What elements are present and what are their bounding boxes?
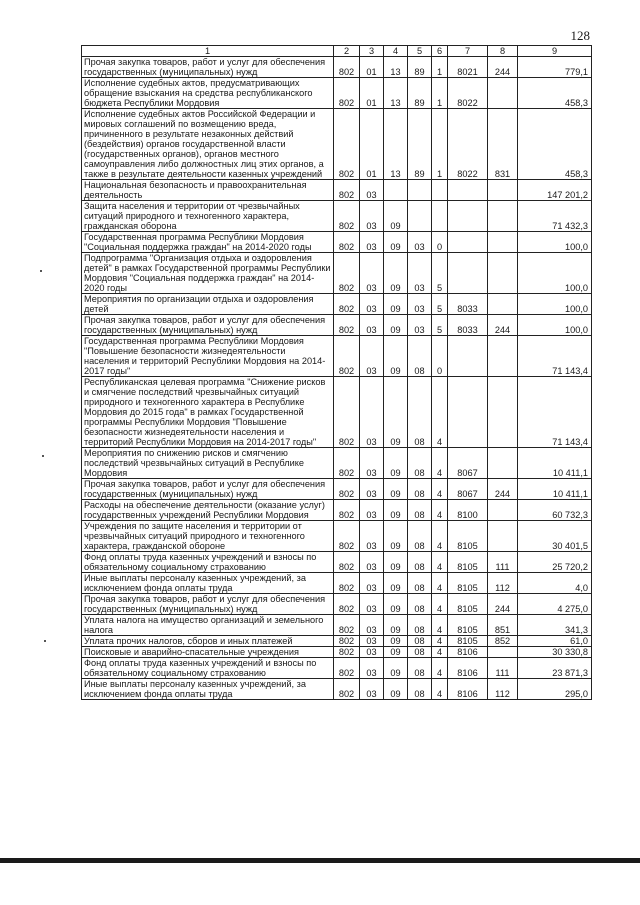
expense-name: Поисковые и аварийно-спасательные учреждения [82, 647, 334, 658]
table-body [82, 57, 592, 700]
subprogram-code [432, 201, 448, 232]
ministry-code: 802 [334, 377, 360, 448]
expense-name: Исполнение судебных актов, предусматривающих обращение взыскания на средства республиканского бюджета Республики Мордовия [82, 78, 334, 109]
target-article-code: 8105 [448, 615, 488, 636]
program-code: 08 [408, 679, 432, 700]
target-article-code [448, 232, 488, 253]
target-article-code: 8106 [448, 658, 488, 679]
subsection-code: 09 [384, 679, 408, 700]
section-code: 03 [360, 448, 384, 479]
expense-type-code [488, 377, 518, 448]
ministry-code: 802 [334, 448, 360, 479]
target-article-code [448, 336, 488, 377]
expense-type-code [488, 180, 518, 201]
expense-name: Защита населения и территории от чрезвычайных ситуаций природного и техногенного характера, гражданская оборона [82, 201, 334, 232]
target-article-code: 8105 [448, 552, 488, 573]
section-code: 03 [360, 479, 384, 500]
table-row [82, 109, 592, 180]
table-row [82, 294, 592, 315]
table-row [82, 615, 592, 636]
table-row [82, 658, 592, 679]
subprogram-code: 5 [432, 253, 448, 294]
amount-value: 4,0 [518, 573, 592, 594]
expense-name: Прочая закупка товаров, работ и услуг для обеспечения государственных (муниципальных) нужд [82, 479, 334, 500]
amount-value: 295,0 [518, 679, 592, 700]
subsection-code [384, 180, 408, 201]
subprogram-code: 1 [432, 57, 448, 78]
table-row [82, 500, 592, 521]
ministry-code: 802 [334, 180, 360, 201]
subsection-code: 13 [384, 109, 408, 180]
table-row [82, 573, 592, 594]
subsection-code: 09 [384, 647, 408, 658]
program-code: 08 [408, 573, 432, 594]
amount-value: 23 871,3 [518, 658, 592, 679]
subprogram-code: 4 [432, 377, 448, 448]
target-article-code: 8106 [448, 647, 488, 658]
amount-value: 60 732,3 [518, 500, 592, 521]
subprogram-code: 4 [432, 636, 448, 647]
expense-name: Национальная безопасность и правоохранительная деятельность [82, 180, 334, 201]
program-code: 03 [408, 294, 432, 315]
subprogram-code: 4 [432, 500, 448, 521]
target-article-code: 8105 [448, 573, 488, 594]
ministry-code: 802 [334, 109, 360, 180]
expense-type-code: 244 [488, 479, 518, 500]
section-code: 03 [360, 594, 384, 615]
program-code: 89 [408, 78, 432, 109]
subprogram-code: 0 [432, 336, 448, 377]
target-article-code: 8105 [448, 594, 488, 615]
header-cell: 2 [334, 46, 360, 57]
amount-value: 25 720,2 [518, 552, 592, 573]
subsection-code: 13 [384, 57, 408, 78]
ministry-code: 802 [334, 294, 360, 315]
subsection-code: 09 [384, 448, 408, 479]
scan-speck [44, 640, 46, 642]
ministry-code: 802 [334, 336, 360, 377]
subprogram-code: 4 [432, 658, 448, 679]
scan-speck [40, 270, 42, 272]
target-article-code: 8105 [448, 521, 488, 552]
subprogram-code: 4 [432, 552, 448, 573]
header-cell: 9 [518, 46, 592, 57]
subsection-code: 09 [384, 615, 408, 636]
section-code: 03 [360, 232, 384, 253]
ministry-code: 802 [334, 521, 360, 552]
subprogram-code: 4 [432, 615, 448, 636]
subprogram-code: 4 [432, 679, 448, 700]
section-code: 03 [360, 500, 384, 521]
program-code: 08 [408, 377, 432, 448]
program-code [408, 201, 432, 232]
expense-type-code: 831 [488, 109, 518, 180]
expense-type-code [488, 78, 518, 109]
section-code: 01 [360, 78, 384, 109]
expense-name: Фонд оплаты труда казенных учреждений и взносы по обязательному социальному страхованию [82, 658, 334, 679]
ministry-code: 802 [334, 615, 360, 636]
table-row [82, 679, 592, 700]
table-row [82, 479, 592, 500]
subprogram-code: 1 [432, 78, 448, 109]
subprogram-code [432, 180, 448, 201]
subsection-code: 09 [384, 573, 408, 594]
table-row [82, 336, 592, 377]
section-code: 01 [360, 57, 384, 78]
expense-type-code [488, 647, 518, 658]
ministry-code: 802 [334, 679, 360, 700]
program-code: 08 [408, 594, 432, 615]
section-code: 03 [360, 573, 384, 594]
subsection-code: 09 [384, 201, 408, 232]
ministry-code: 802 [334, 500, 360, 521]
expense-type-code: 111 [488, 552, 518, 573]
subprogram-code: 5 [432, 294, 448, 315]
expense-type-code: 852 [488, 636, 518, 647]
header-cell: 8 [488, 46, 518, 57]
ministry-code: 802 [334, 253, 360, 294]
expense-name: Подпрограмма "Организация отдыха и оздоровления детей" в рамках Государственной программы Республики Мордовия "Социальная поддержка граждан" на 2014-2020 годы [82, 253, 334, 294]
target-article-code: 8106 [448, 679, 488, 700]
amount-value: 458,3 [518, 109, 592, 180]
table-row [82, 594, 592, 615]
ministry-code: 802 [334, 232, 360, 253]
expense-name: Прочая закупка товаров, работ и услуг для обеспечения государственных (муниципальных) нужд [82, 315, 334, 336]
target-article-code: 8021 [448, 57, 488, 78]
target-article-code: 8033 [448, 315, 488, 336]
program-code: 89 [408, 57, 432, 78]
ministry-code: 802 [334, 57, 360, 78]
expense-name: Исполнение судебных актов Российской Федерации и мировых соглашений по возмещению вреда, причиненного в результате незаконных действий (бездействия) органов государственной власти (государственных органов), органов местного самоуправления либо должностных лиц этих органов, а также в результате деятельности казенных учреждений [82, 109, 334, 180]
target-article-code: 8022 [448, 109, 488, 180]
subsection-code: 09 [384, 479, 408, 500]
expense-type-code: 851 [488, 615, 518, 636]
section-code: 03 [360, 521, 384, 552]
ministry-code: 802 [334, 315, 360, 336]
table-row [82, 552, 592, 573]
subsection-code: 09 [384, 500, 408, 521]
amount-value: 100,0 [518, 315, 592, 336]
expense-type-code [488, 253, 518, 294]
amount-value: 71 432,3 [518, 201, 592, 232]
header-row [82, 46, 592, 57]
section-code: 03 [360, 315, 384, 336]
subsection-code: 09 [384, 294, 408, 315]
subsection-code: 09 [384, 552, 408, 573]
expense-type-code [488, 336, 518, 377]
program-code: 03 [408, 232, 432, 253]
table-row [82, 315, 592, 336]
expense-type-code: 112 [488, 679, 518, 700]
expense-type-code: 244 [488, 57, 518, 78]
table-row [82, 180, 592, 201]
amount-value: 147 201,2 [518, 180, 592, 201]
expense-name: Мероприятия по снижению рисков и смягчению последствий чрезвычайных ситуаций в Республике Мордовия [82, 448, 334, 479]
target-article-code: 8067 [448, 479, 488, 500]
amount-value: 779,1 [518, 57, 592, 78]
subsection-code: 13 [384, 78, 408, 109]
subprogram-code: 4 [432, 448, 448, 479]
target-article-code [448, 180, 488, 201]
ministry-code: 802 [334, 479, 360, 500]
program-code: 08 [408, 636, 432, 647]
expense-name: Прочая закупка товаров, работ и услуг для обеспечения государственных (муниципальных) нужд [82, 594, 334, 615]
header-cell: 3 [360, 46, 384, 57]
ministry-code: 802 [334, 573, 360, 594]
ministry-code: 802 [334, 647, 360, 658]
amount-value: 100,0 [518, 232, 592, 253]
subprogram-code: 4 [432, 521, 448, 552]
subprogram-code: 0 [432, 232, 448, 253]
expense-type-code [488, 232, 518, 253]
ministry-code: 802 [334, 594, 360, 615]
expense-type-code: 112 [488, 573, 518, 594]
table-row [82, 232, 592, 253]
subprogram-code: 4 [432, 647, 448, 658]
expense-name: Мероприятия по организации отдыха и оздоровления детей [82, 294, 334, 315]
section-code: 03 [360, 180, 384, 201]
subsection-code: 09 [384, 658, 408, 679]
target-article-code [448, 201, 488, 232]
target-article-code: 8033 [448, 294, 488, 315]
subsection-code: 09 [384, 377, 408, 448]
subsection-code: 09 [384, 253, 408, 294]
expense-name: Фонд оплаты труда казенных учреждений и взносы по обязательному социальному страхованию [82, 552, 334, 573]
expense-name: Уплата налога на имущество организаций и земельного налога [82, 615, 334, 636]
program-code: 03 [408, 315, 432, 336]
section-code: 03 [360, 679, 384, 700]
table-row [82, 647, 592, 658]
section-code: 03 [360, 253, 384, 294]
section-code: 03 [360, 294, 384, 315]
expense-type-code: 111 [488, 658, 518, 679]
expense-name: Учреждения по защите населения и территории от чрезвычайных ситуаций природного и техногенного характера, гражданской обороне [82, 521, 334, 552]
expense-type-code [488, 500, 518, 521]
section-code: 01 [360, 109, 384, 180]
amount-value: 71 143,4 [518, 377, 592, 448]
table-row [82, 636, 592, 647]
expense-type-code: 244 [488, 594, 518, 615]
subsection-code: 09 [384, 336, 408, 377]
subprogram-code: 4 [432, 479, 448, 500]
subsection-code: 09 [384, 594, 408, 615]
program-code: 08 [408, 615, 432, 636]
subsection-code: 09 [384, 636, 408, 647]
subsection-code: 09 [384, 232, 408, 253]
program-code: 08 [408, 479, 432, 500]
expense-type-code [488, 521, 518, 552]
amount-value: 61,0 [518, 636, 592, 647]
scan-speck [42, 455, 44, 457]
ministry-code: 802 [334, 658, 360, 679]
expense-name: Иные выплаты персоналу казенных учреждений, за исключением фонда оплаты труда [82, 573, 334, 594]
table-row [82, 201, 592, 232]
ministry-code: 802 [334, 78, 360, 109]
amount-value: 10 411,1 [518, 448, 592, 479]
section-code: 03 [360, 377, 384, 448]
ministry-code: 802 [334, 636, 360, 647]
section-code: 03 [360, 552, 384, 573]
program-code: 08 [408, 552, 432, 573]
expense-type-code [488, 294, 518, 315]
subprogram-code: 1 [432, 109, 448, 180]
section-code: 03 [360, 336, 384, 377]
expense-name: Прочая закупка товаров, работ и услуг для обеспечения государственных (муниципальных) нужд [82, 57, 334, 78]
expense-name: Расходы на обеспечение деятельности (оказание услуг) государственных учреждений Республики Мордовия [82, 500, 334, 521]
budget-table [81, 45, 592, 700]
amount-value: 100,0 [518, 294, 592, 315]
header-cell: 6 [432, 46, 448, 57]
expense-name: Иные выплаты персоналу казенных учреждений, за исключением фонда оплаты труда [82, 679, 334, 700]
header-cell: 5 [408, 46, 432, 57]
expense-name: Республиканская целевая программа "Снижение рисков и смягчение последствий чрезвычайных ситуаций природного и техногенного характера в Республике Мордовия до 2015 года" в рамках Государственной программы Республики Мордовия "Повышение безопасности жизнедеятельности населения и территорий Республики Мордовия на 2014-2017 годы" [82, 377, 334, 448]
section-code: 03 [360, 636, 384, 647]
expense-type-code [488, 448, 518, 479]
section-code: 03 [360, 201, 384, 232]
section-code: 03 [360, 647, 384, 658]
table-row [82, 448, 592, 479]
section-code: 03 [360, 615, 384, 636]
ministry-code: 802 [334, 201, 360, 232]
scan-bottom-bar [0, 858, 640, 863]
amount-value: 458,3 [518, 78, 592, 109]
table-row [82, 57, 592, 78]
target-article-code: 8100 [448, 500, 488, 521]
table-row [82, 253, 592, 294]
program-code: 08 [408, 336, 432, 377]
amount-value: 100,0 [518, 253, 592, 294]
subsection-code: 09 [384, 521, 408, 552]
amount-value: 341,3 [518, 615, 592, 636]
expense-name: Уплата прочих налогов, сборов и иных платежей [82, 636, 334, 647]
target-article-code: 8067 [448, 448, 488, 479]
program-code: 08 [408, 500, 432, 521]
program-code [408, 180, 432, 201]
subprogram-code: 4 [432, 573, 448, 594]
table-row [82, 521, 592, 552]
program-code: 08 [408, 647, 432, 658]
expense-name: Государственная программа Республики Мордовия "Повышение безопасности жизнедеятельности населения и территорий Республики Мордовия на 2014-2017 годы" [82, 336, 334, 377]
program-code: 89 [408, 109, 432, 180]
header-cell: 4 [384, 46, 408, 57]
expense-type-code: 244 [488, 315, 518, 336]
program-code: 08 [408, 521, 432, 552]
amount-value: 4 275,0 [518, 594, 592, 615]
expense-type-code [488, 201, 518, 232]
header-cell: 7 [448, 46, 488, 57]
amount-value: 30 330,8 [518, 647, 592, 658]
section-code: 03 [360, 658, 384, 679]
program-code: 08 [408, 448, 432, 479]
amount-value: 30 401,5 [518, 521, 592, 552]
expense-name: Государственная программа Республики Мордовия "Социальная поддержка граждан" на 2014-2020 годы [82, 232, 334, 253]
table-row [82, 78, 592, 109]
header-cell: 1 [82, 46, 334, 57]
target-article-code: 8022 [448, 78, 488, 109]
target-article-code [448, 253, 488, 294]
amount-value: 71 143,4 [518, 336, 592, 377]
subsection-code: 09 [384, 315, 408, 336]
table-row [82, 377, 592, 448]
subprogram-code: 5 [432, 315, 448, 336]
subprogram-code: 4 [432, 594, 448, 615]
program-code: 08 [408, 658, 432, 679]
target-article-code [448, 377, 488, 448]
page-number: 128 [570, 28, 590, 43]
target-article-code: 8105 [448, 636, 488, 647]
ministry-code: 802 [334, 552, 360, 573]
program-code: 03 [408, 253, 432, 294]
amount-value: 10 411,1 [518, 479, 592, 500]
